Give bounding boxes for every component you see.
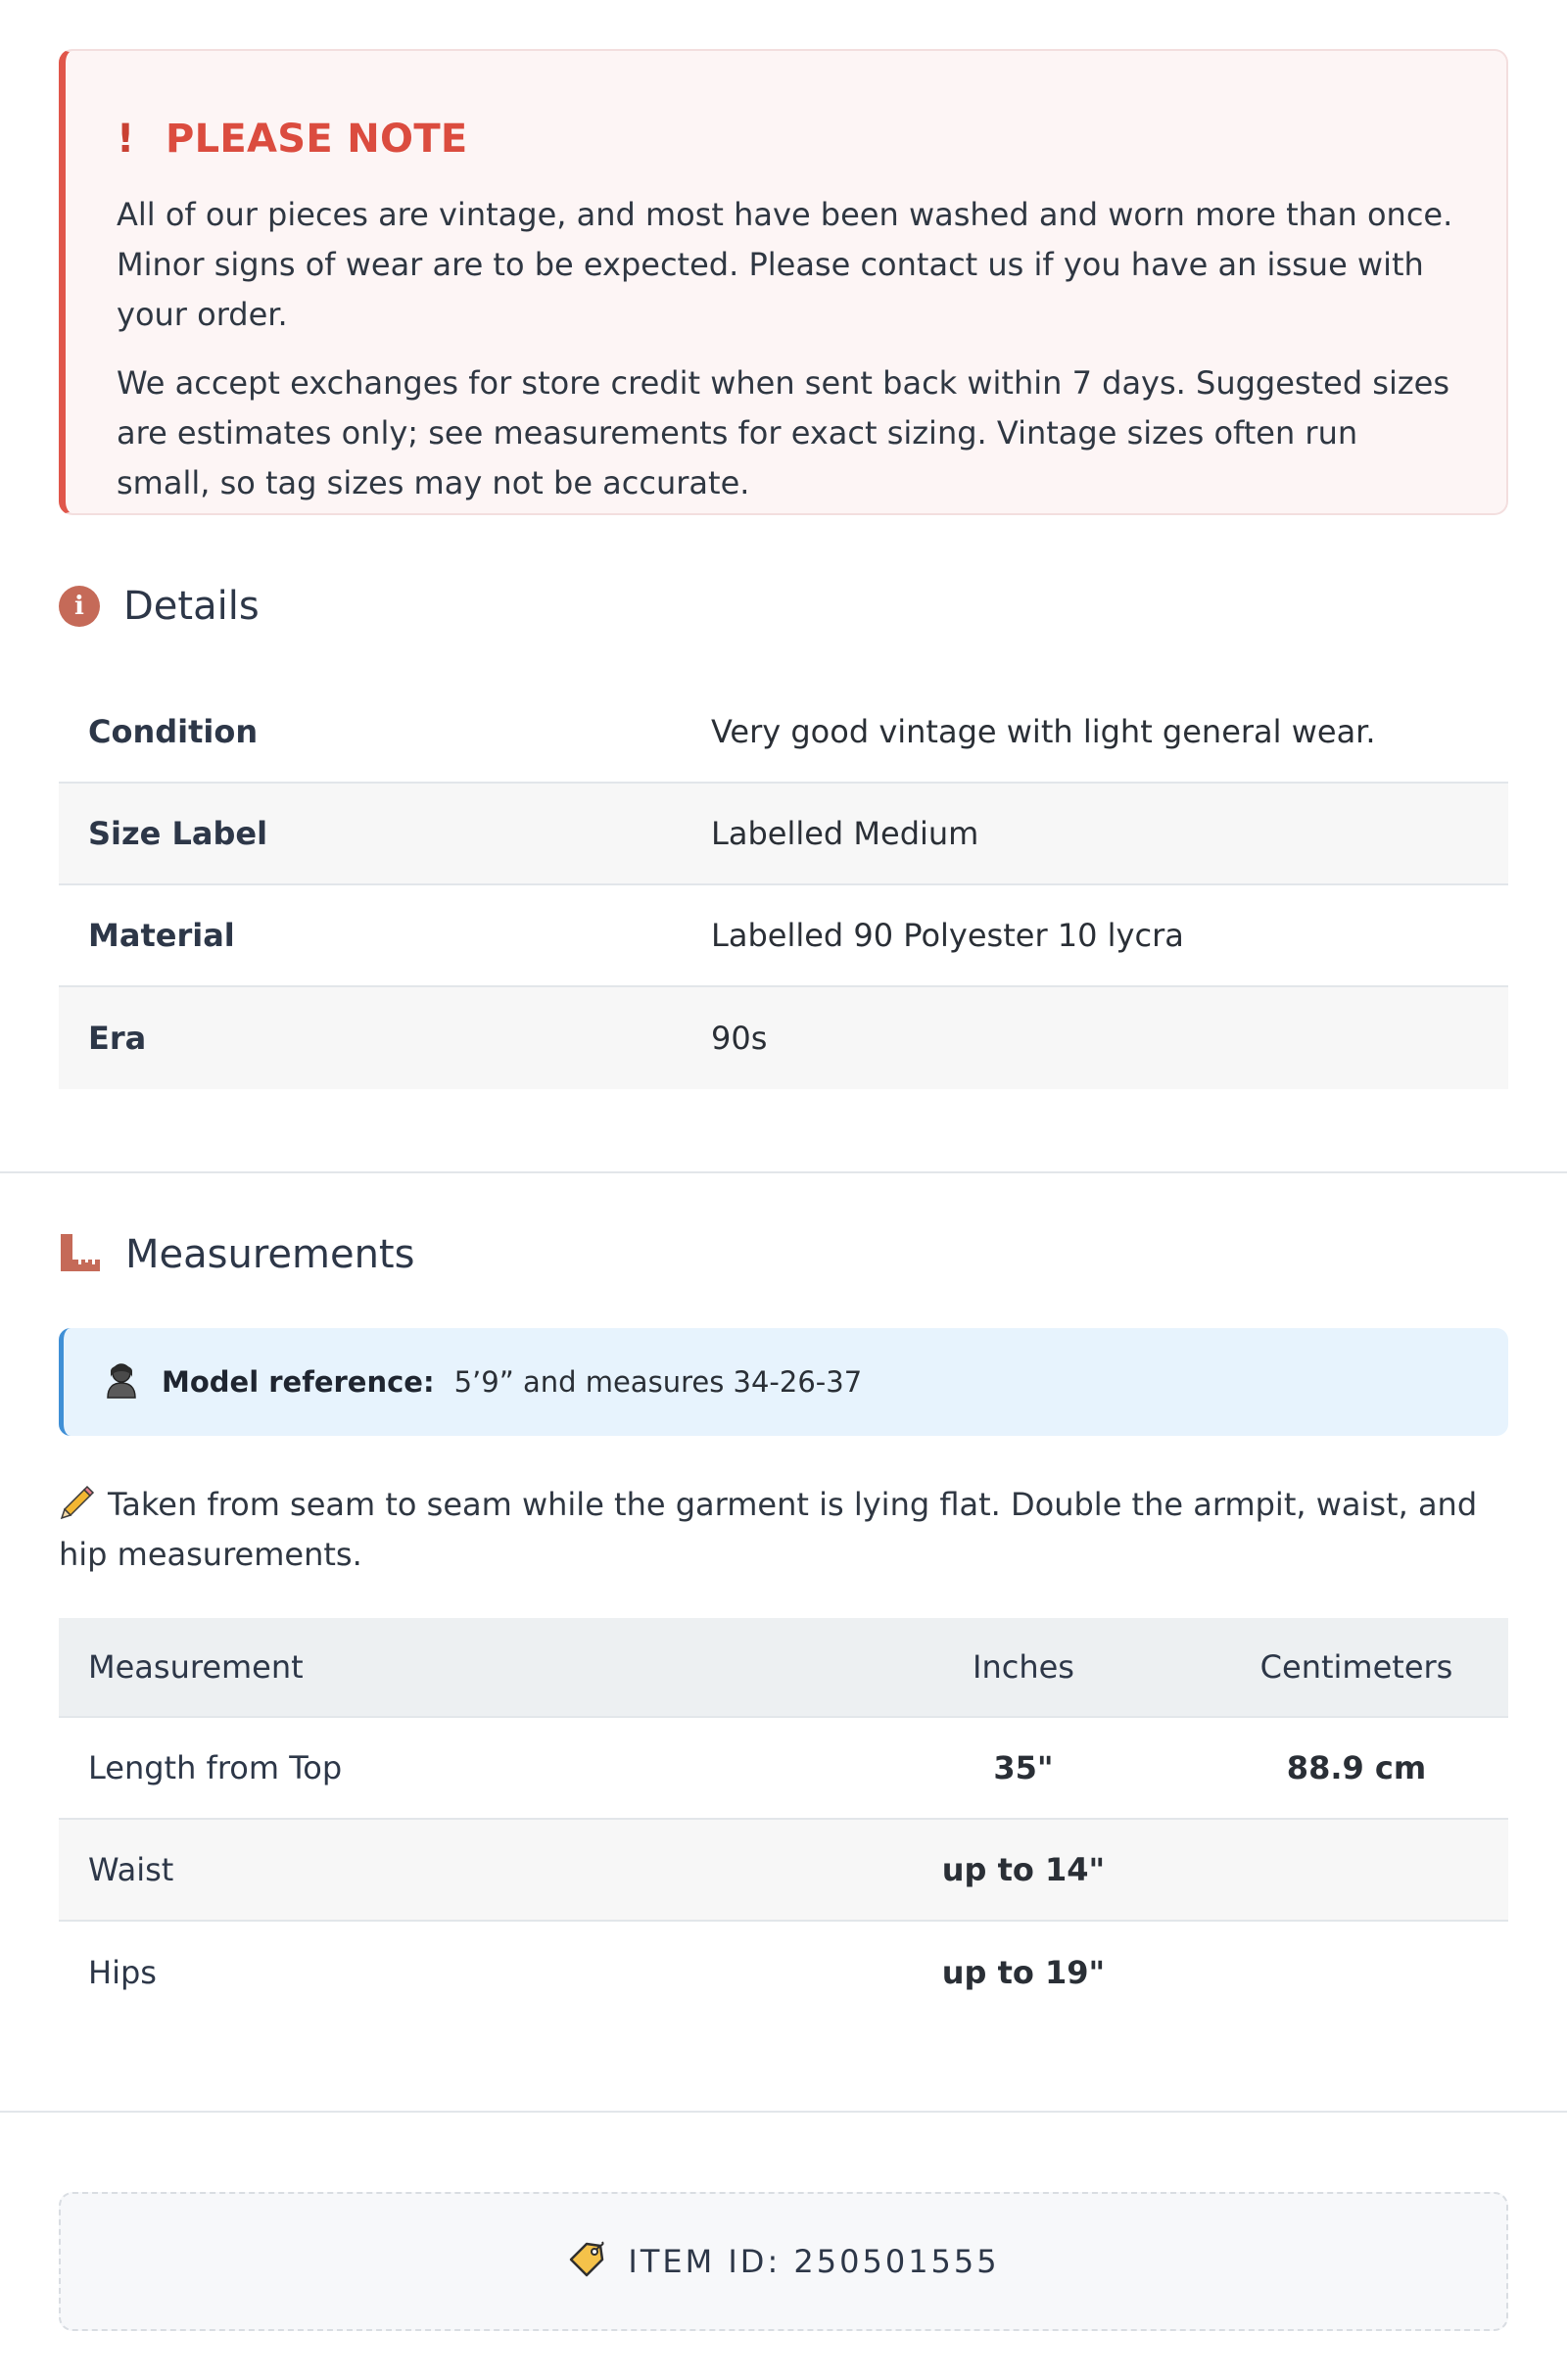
pencil-icon	[59, 1484, 96, 1521]
details-row-condition	[59, 682, 1508, 784]
notice-heading: PLEASE NOTE	[166, 117, 468, 162]
model-reference-value: 5’9” and measures 34-26-37	[453, 1365, 863, 1399]
detail-label: Era	[88, 1020, 147, 1057]
measurement-cm: 88.9 cm	[1286, 1749, 1427, 1786]
item-id-label: ITEM ID: 250501555	[628, 2243, 1000, 2280]
detail-label: Condition	[88, 713, 259, 750]
exclamation-icon: !	[117, 117, 135, 162]
measurement-inches: up to 14"	[941, 1851, 1106, 1888]
details-row-size-label	[59, 784, 1508, 885]
item-id-box	[59, 2192, 1508, 2331]
column-header: Measurement	[88, 1648, 304, 1686]
details-title: Details	[123, 584, 260, 629]
notice-paragraph: We accept exchanges for store credit when sent back within 7 days. Suggested sizes are estimates only; see measurements for exact sizing. Vintage sizes often run small, so tag sizes may not be accurate.	[117, 364, 1450, 501]
table-row	[59, 1820, 1508, 1922]
measurement-note	[59, 1480, 1508, 1580]
table-row	[59, 1922, 1508, 2023]
detail-label: Size Label	[88, 815, 268, 852]
model-reference-label: Model reference:	[162, 1365, 435, 1399]
details-table	[59, 682, 1508, 1089]
measurement-inches: 35"	[993, 1749, 1054, 1786]
details-row-material	[59, 885, 1508, 987]
detail-value: Labelled Medium	[711, 815, 979, 852]
table-header-row	[59, 1618, 1508, 1718]
person-icon	[105, 1361, 138, 1403]
section-divider	[0, 2111, 1567, 2113]
details-row-era	[59, 987, 1508, 1089]
model-reference-box	[59, 1328, 1508, 1436]
measurement-name: Hips	[88, 1954, 157, 1991]
details-heading	[59, 584, 260, 629]
measurement-name: Length from Top	[88, 1749, 343, 1786]
detail-value: Labelled 90 Polyester 10 lycra	[711, 917, 1184, 954]
column-header: Centimeters	[1259, 1648, 1453, 1686]
column-header: Inches	[973, 1648, 1074, 1686]
section-divider	[0, 1171, 1567, 1173]
detail-value: 90s	[711, 1020, 768, 1057]
table-row	[59, 1718, 1508, 1820]
measurement-name: Waist	[88, 1851, 174, 1888]
measurements-table	[59, 1618, 1508, 2023]
notice-paragraph: All of our pieces are vintage, and most have been washed and worn more than once. Minor signs of wear are to be expected. Please contact us if you have an issue with your order.	[117, 196, 1453, 333]
ruler-icon	[59, 1232, 102, 1277]
notice-box	[59, 49, 1508, 515]
measurement-note-text: Taken from seam to seam while the garment is lying flat. Double the armpit, waist, and hip measurements.	[59, 1486, 1478, 1573]
measurements-title: Measurements	[125, 1232, 415, 1277]
measurement-inches: up to 19"	[941, 1954, 1106, 1991]
measurements-heading	[59, 1232, 414, 1277]
tag-icon	[567, 2240, 606, 2283]
detail-value: Very good vintage with light general wear.	[711, 713, 1376, 750]
detail-label: Material	[88, 917, 235, 954]
info-icon: i	[59, 586, 100, 627]
notice-title	[117, 110, 1455, 168]
